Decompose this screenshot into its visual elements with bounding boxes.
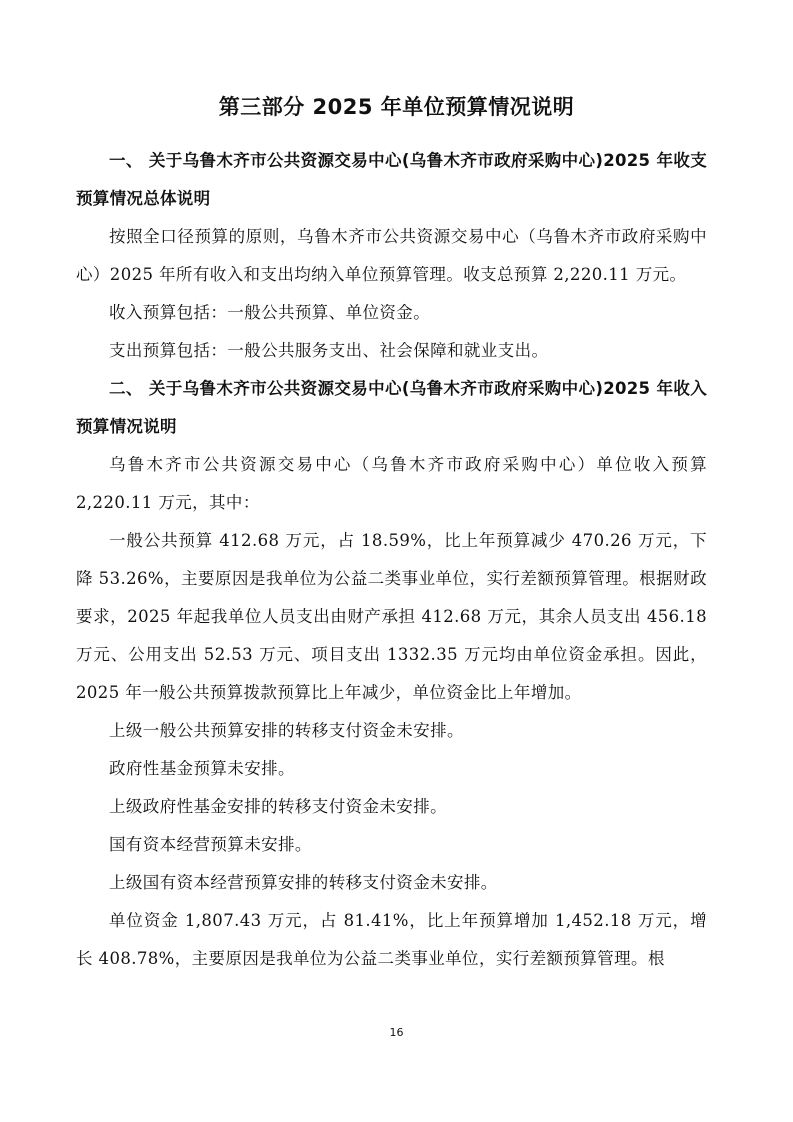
page-number: 16 xyxy=(389,1026,404,1039)
document-body xyxy=(76,142,707,978)
section-heading-2: 二、 关于乌鲁木齐市公共资源交易中心(乌鲁木齐市政府采购中心)2025 年收入预算情况说明 xyxy=(76,379,707,436)
page-title: 第三部分 2025 年单位预算情况说明 xyxy=(218,95,575,119)
paragraph: 单位资金 1,807.43 万元，占 81.41%，比上年预算增加 1,452.18 万元，增长 408.78%，主要原因是我单位为公益二类事业单位，实行差额预算管理。根 xyxy=(76,911,707,968)
paragraph: 乌鲁木齐市公共资源交易中心（乌鲁木齐市政府采购中心）单位收入预算 2,220.11 万元，其中： xyxy=(76,455,707,512)
paragraph: 按照全口径预算的原则，乌鲁木齐市公共资源交易中心（乌鲁木齐市政府采购中心）2025 年所有收入和支出均纳入单位预算管理。收支总预算 2,220.11 万元。 xyxy=(76,227,707,284)
paragraph: 支出预算包括：一般公共服务支出、社会保障和就业支出。 xyxy=(109,341,549,360)
paragraph: 收入预算包括：一般公共预算、单位资金。 xyxy=(109,303,431,322)
section-heading-1: 一、 关于乌鲁木齐市公共资源交易中心(乌鲁木齐市政府采购中心)2025 年收支预算情况总体说明 xyxy=(76,151,707,208)
paragraph: 政府性基金预算未安排。 xyxy=(109,759,295,778)
paragraph: 国有资本经营预算未安排。 xyxy=(109,835,312,854)
paragraph: 上级一般公共预算安排的转移支付资金未安排。 xyxy=(109,721,464,740)
paragraph: 上级政府性基金安排的转移支付资金未安排。 xyxy=(109,797,447,816)
paragraph: 一般公共预算 412.68 万元，占 18.59%，比上年预算减少 470.26 万元，下降 53.26%，主要原因是我单位为公益二类事业单位，实行差额预算管理。根据财政要求，2025 年起我单位人员支出由财产承担 412.68 万元，其余人员支出 456.18 万元、公用支出 52.53 万元、项目支出 1332.35 万元均由单位资金承担。因此，2025 年一般公共预算拨款预算比上年减少，单位资金比上年增加。 xyxy=(76,531,707,702)
paragraph: 上级国有资本经营预算安排的转移支付资金未安排。 xyxy=(109,873,498,892)
